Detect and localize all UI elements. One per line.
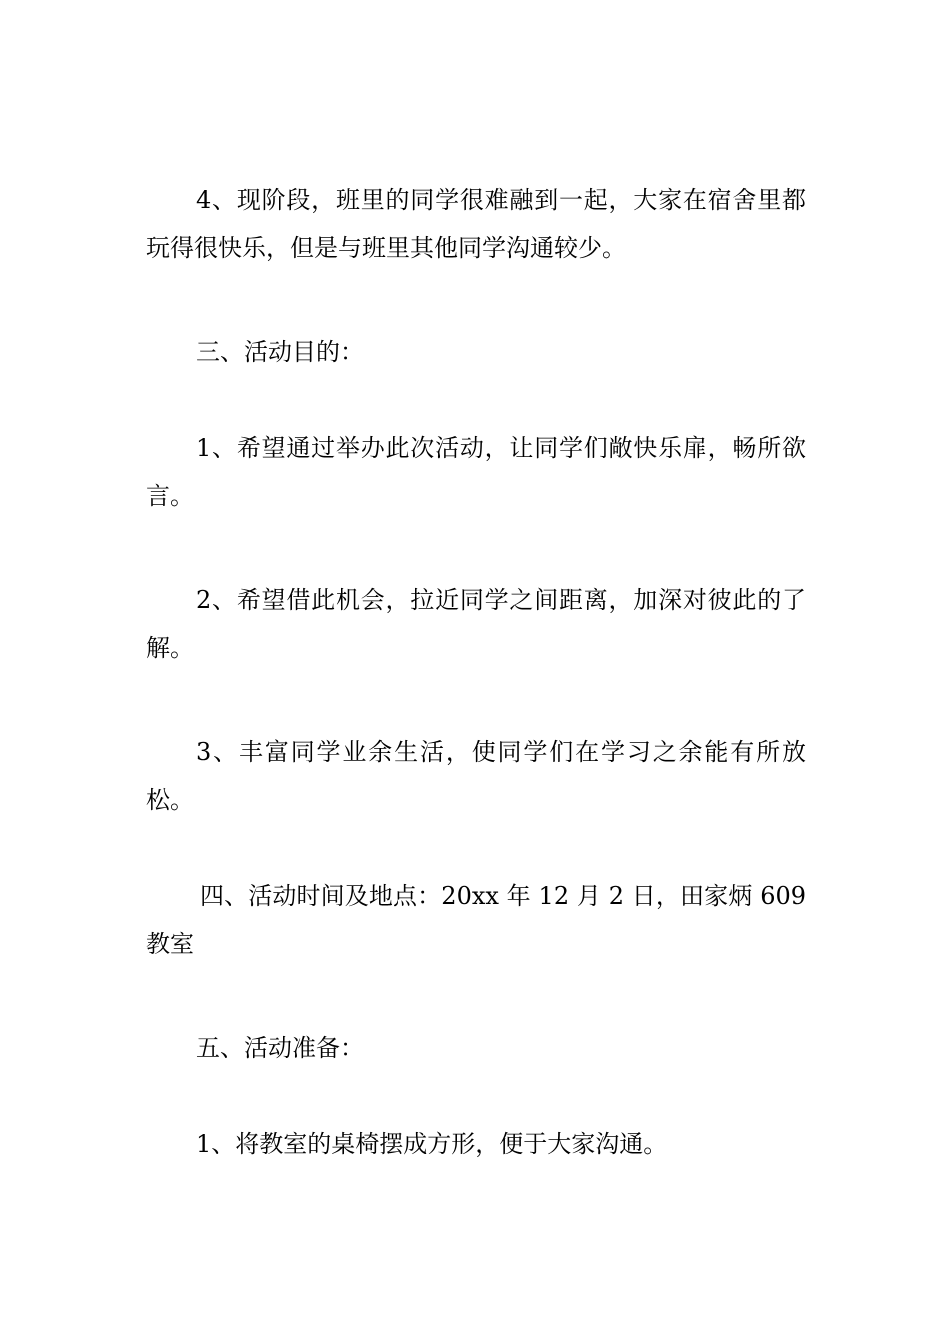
paragraph-preparation-1: 1、将教室的桌椅摆成方形，便于大家沟通。	[196, 1130, 668, 1158]
heading-activity-goals: 三、活动目的：	[196, 338, 364, 366]
paragraph-situation-4: 4、现阶段，班里的同学很难融到一起，大家在宿舍里都玩得很快乐，但是与班里其他同学沟通较少。	[146, 186, 806, 262]
paragraph-goal-2: 2、希望借此机会，拉近同学之间距离，加深对彼此的了解。	[146, 586, 806, 662]
paragraph-goal-1: 1、希望通过举办此次活动，让同学们敞快乐扉，畅所欲言。	[146, 434, 806, 510]
paragraph-goal-3: 3、丰富同学业余生活，使同学们在学习之余能有所放松。	[146, 738, 806, 814]
heading-activity-preparation: 五、活动准备：	[196, 1034, 364, 1062]
heading-time-and-place: 四、活动时间及地点：20xx 年 12 月 2 日，田家炳 609 教室	[146, 882, 806, 958]
